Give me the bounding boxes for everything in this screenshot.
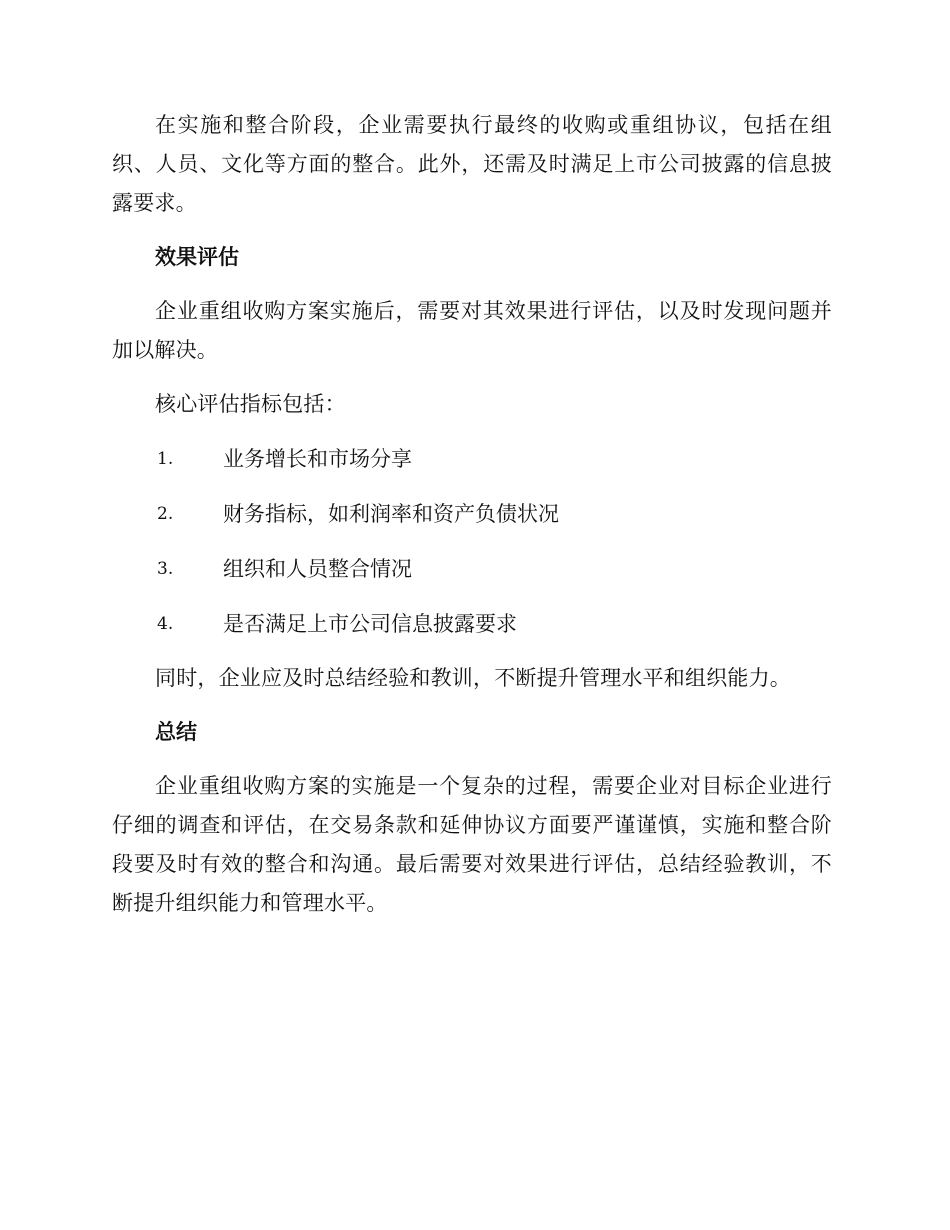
document-body [112, 106, 832, 923]
paragraph-evaluation-intro: 企业重组收购方案实施后，需要对其效果进行评估，以及时发现问题并加以解决。 [112, 299, 832, 362]
list-item-text: 组织和人员整合情况 [223, 557, 412, 581]
list-item-text: 是否满足上市公司信息披露要求 [223, 612, 517, 636]
list-item [112, 550, 832, 589]
list-item [112, 605, 832, 644]
paragraph-conclusion: 企业重组收购方案的实施是一个复杂的过程，需要企业对目标企业进行仔细的调查和评估，在交易条款和延伸协议方面要严谨谨慎，实施和整合阶段要及时有效的整合和沟通。最后需要对效果进行评估，总结经验教训，不断提升组织能力和管理水平。 [112, 774, 832, 915]
list-item [112, 440, 832, 479]
list-item-text: 财务指标，如利润率和资产负债状况 [223, 502, 559, 526]
list-item-number: 3. [157, 559, 174, 579]
list-item-number: 4. [157, 614, 174, 634]
paragraph-summary-lessons: 同时，企业应及时总结经验和教训，不断提升管理水平和组织能力。 [155, 666, 791, 690]
indicator-list [112, 440, 832, 644]
list-item-number: 1. [157, 449, 174, 469]
heading-summary: 总结 [155, 720, 197, 744]
list-item-number: 2. [157, 504, 174, 524]
heading-effect-evaluation: 效果评估 [155, 245, 239, 269]
paragraph-core-indicators: 核心评估指标包括： [155, 392, 346, 416]
list-item [112, 495, 832, 534]
paragraph-implementation: 在实施和整合阶段，企业需要执行最终的收购或重组协议，包括在组织、人员、文化等方面的整合。此外，还需及时满足上市公司披露的信息披露要求。 [112, 113, 832, 215]
list-item-text: 业务增长和市场分享 [223, 447, 412, 471]
